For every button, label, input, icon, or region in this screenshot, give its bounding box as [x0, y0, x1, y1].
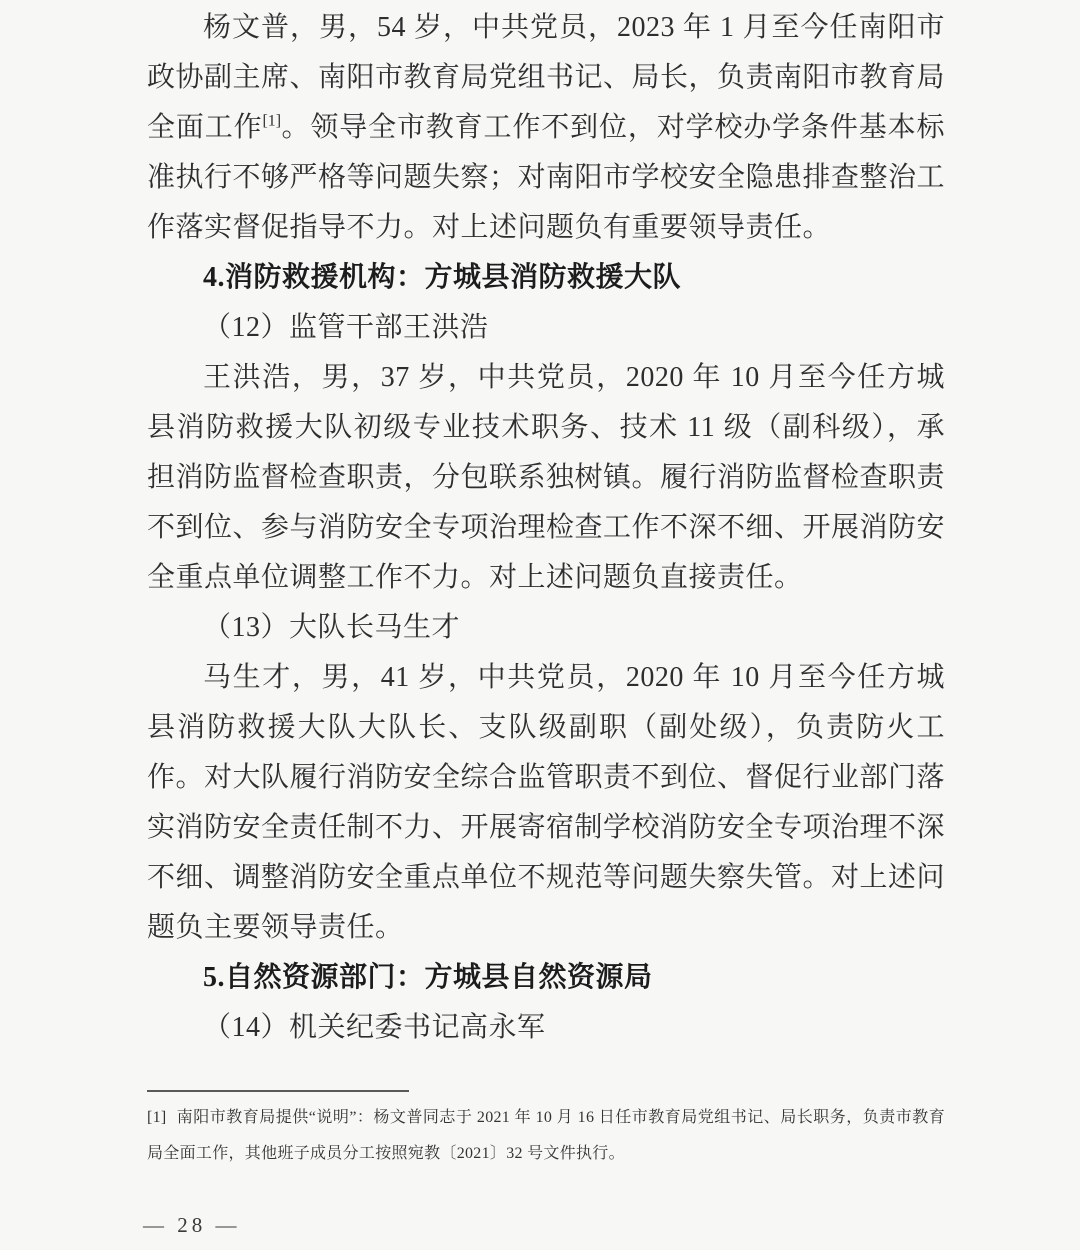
footnote-ref-marker: [1]: [262, 112, 282, 130]
footnote-separator: [147, 1090, 409, 1092]
footnote-text: 南阳市教育局提供“说明”：杨文普同志于 2021 年 10 月 16 日任市教育局党组书记、局长职务，负责市教育局全面工作，其他班子成员分工按照宛教〔2021〕32 号文件执行。: [147, 1109, 945, 1162]
paragraph-ma-shengcai: 马生才，男，41 岁，中共党员，2020 年 10 月至今任方城县消防救援大队大队长、支队级副职（副处级），负责防火工作。对大队履行消防安全综合监管职责不到位、督促行业部门落实消防安全责任制不力、开展寄宿制学校消防安全专项治理不深不细、调整消防安全重点单位不规范等问题失察失管。对上述问题负主要领导责任。: [147, 662, 946, 943]
footnote-area: [147, 1090, 945, 1172]
paragraph-yang-wenpu: [147, 3, 945, 253]
sub-item-14-gao-yongjun: （14）机关纪委书记高永军: [203, 1012, 546, 1043]
sub-item-12-wang-honghao: （12）监管干部王洪浩: [203, 312, 489, 343]
document-body: [147, 3, 945, 1053]
paragraph-yang-text-after-ref: 。领导全市教育工作不到位，对学校办学条件基本标准执行不够严格等问题失察；对南阳市学校安全隐患排查整治工作落实督促指导不力。对上述问题负有重要领导责任。: [147, 112, 946, 243]
paragraph-wang-honghao: 王洪浩，男，37 岁，中共党员，2020 年 10 月至今任方城县消防救援大队初级专业技术职务、技术 11 级（副科级），承担消防监督检查职责，分包联系独树镇。履行消防监督检查职责不到位、参与消防安全专项治理检查工作不深不细、开展消防安全重点单位调整工作不力。对上述问题负直接责任。: [147, 362, 946, 593]
heading-natural-resources-dept: 5.自然资源部门：方城县自然资源局: [203, 962, 653, 993]
page-number: — 28 —: [143, 1213, 241, 1237]
heading-fire-rescue-agency: 4.消防救援机构：方城县消防救援大队: [203, 262, 682, 293]
footnote-marker: [1]: [147, 1109, 167, 1126]
paragraph-yang-text-before-ref: 杨文普，男，54 岁，中共党员，2023 年 1 月至今任南阳市政协副主席、南阳市教育局党组书记、局长，负责南阳市教育局全面工作: [147, 12, 946, 143]
sub-item-13-ma-shengcai: （13）大队长马生才: [203, 612, 461, 643]
footnote: [147, 1100, 945, 1172]
